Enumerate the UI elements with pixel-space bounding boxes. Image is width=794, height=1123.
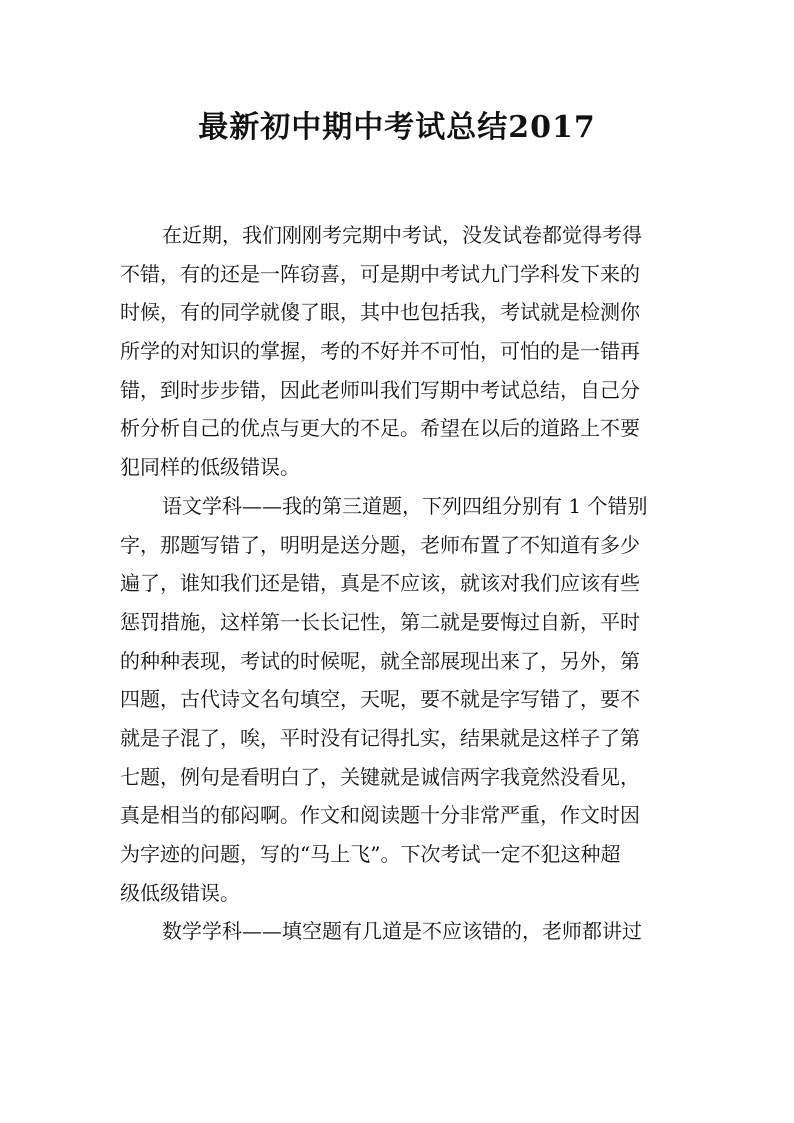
paragraph-line: 为字迹的问题，写的“马上飞”。下次考试一定不犯这种超 (120, 842, 621, 866)
paragraph-line: 字，那题写错了，明明是送分题，老师布置了不知道有多少 (120, 532, 640, 557)
paragraph-line: 析分析自己的优点与更大的不足。希望在以后的道路上不要 (120, 416, 640, 441)
paragraph-line: 错，到时步步错，因此老师叫我们写期中考试总结，自己分 (120, 377, 640, 402)
paragraph-line: 的种种表现，考试的时候呢，就全部展现出来了，另外，第 (120, 648, 640, 673)
paragraph-line: 惩罚措施，这样第一长长记性，第二就是要悔过自新，平时 (120, 609, 640, 634)
paragraph-line: 就是子混了，唉，平时没有记得扎实，结果就是这样子了第 (120, 725, 640, 750)
paragraph-line: 遍了，谁知我们还是错，真是不应该，就该对我们应该有些 (120, 571, 640, 596)
paragraph-line: 所学的对知识的掌握，考的不好并不可怕，可怕的是一错再 (120, 339, 640, 364)
paragraph-line: 不错，有的还是一阵窃喜，可是期中考试九门学科发下来的 (120, 261, 640, 286)
paragraph-line: 语文学科——我的第三道题，下列四组分别有 1 个错别 (162, 493, 648, 518)
paragraph-line: 七题，例句是看明白了，关键就是诚信两字我竟然没看见， (120, 764, 640, 789)
document-title: 最新初中期中考试总结2017 (198, 110, 596, 145)
paragraph-line: 在近期，我们刚刚考完期中考试，没发试卷都觉得考得 (162, 223, 642, 247)
paragraph-line: 四题，古代诗文名句填空，天呢，要不就是字写错了，要不 (120, 687, 640, 712)
paragraph-line: 数学学科——填空题有几道是不应该错的，老师都讲过 (162, 919, 642, 944)
paragraph-line: 级低级错误。 (120, 880, 240, 905)
paragraph-line: 真是相当的郁闷啊。作文和阅读题十分非常严重，作文时因 (120, 803, 640, 828)
paragraph-line: 犯同样的低级错误。 (120, 455, 300, 480)
paragraph-line: 时候，有的同学就傻了眼，其中也包括我，考试就是检测你 (120, 300, 640, 325)
document-body (120, 216, 682, 951)
